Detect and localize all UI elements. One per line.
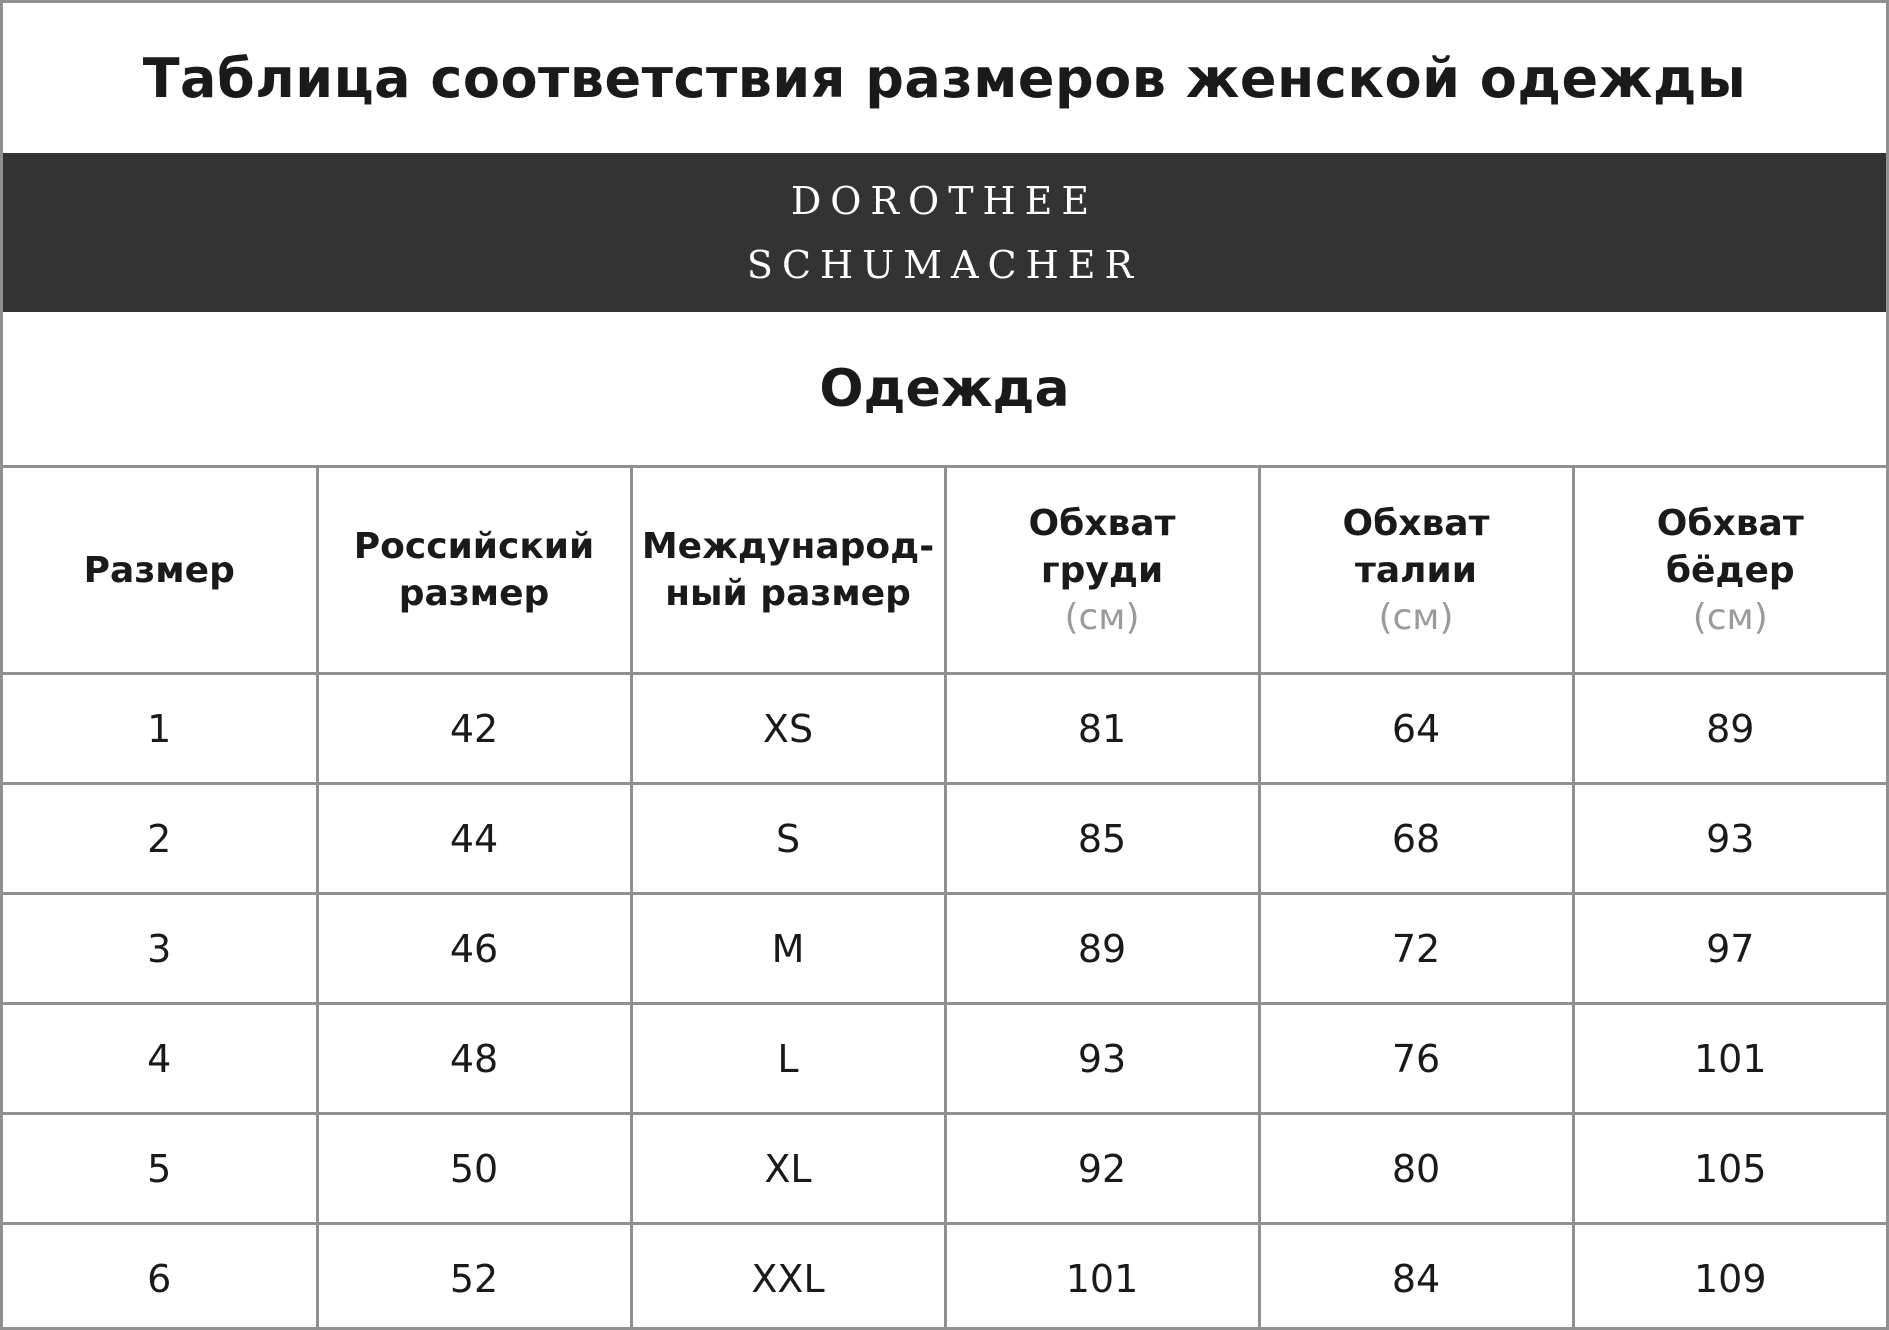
column-header-line: Международ- <box>641 526 935 567</box>
table-cell: 80 <box>1259 1114 1573 1224</box>
column-header-line: Обхват <box>1342 502 1490 544</box>
table-cell: 50 <box>317 1114 631 1224</box>
size-table <box>3 468 1886 1330</box>
table-row <box>3 894 1886 1004</box>
column-header-line: Российский <box>353 526 595 567</box>
column-header-size <box>3 468 317 674</box>
table-row <box>3 1114 1886 1224</box>
table-cell: 93 <box>1573 784 1886 894</box>
table-cell: 85 <box>945 784 1259 894</box>
table-header-row <box>3 468 1886 674</box>
column-header-line: талии <box>1355 549 1477 591</box>
column-header-unit: (см) <box>1692 596 1768 638</box>
table-cell: XL <box>631 1114 945 1224</box>
column-header-line: бёдер <box>1665 549 1795 591</box>
table-cell: 4 <box>3 1004 317 1114</box>
table-cell: 109 <box>1573 1224 1886 1330</box>
table-cell: 44 <box>317 784 631 894</box>
table-cell: 5 <box>3 1114 317 1224</box>
table-cell: 92 <box>945 1114 1259 1224</box>
column-header-hips <box>1573 468 1886 674</box>
table-row <box>3 1224 1886 1330</box>
table-cell: 76 <box>1259 1004 1573 1114</box>
table-cell: 64 <box>1259 674 1573 784</box>
table-cell: XS <box>631 674 945 784</box>
table-row <box>3 1004 1886 1114</box>
column-header-line: Размер <box>83 549 235 591</box>
table-cell: 105 <box>1573 1114 1886 1224</box>
table-cell: L <box>631 1004 945 1114</box>
section-header-row <box>3 312 1886 468</box>
column-header-international-size <box>631 468 945 674</box>
column-header-russian-size <box>317 468 631 674</box>
section-title: Одежда <box>819 358 1070 419</box>
table-cell: 3 <box>3 894 317 1004</box>
table-cell: 72 <box>1259 894 1573 1004</box>
table-cell: 97 <box>1573 894 1886 1004</box>
page-title: Таблица соответствия размеров женской одежды <box>142 46 1747 110</box>
column-header-waist <box>1259 468 1573 674</box>
table-cell: 89 <box>1573 674 1886 784</box>
table-cell: 68 <box>1259 784 1573 894</box>
table-cell: 6 <box>3 1224 317 1330</box>
column-header-bust <box>945 468 1259 674</box>
table-cell: 89 <box>945 894 1259 1004</box>
brand-logo-line-2: SCHUMACHER <box>746 242 1143 287</box>
table-cell: 1 <box>3 674 317 784</box>
table-cell: 48 <box>317 1004 631 1114</box>
column-header-unit: (см) <box>1378 596 1454 638</box>
table-cell: 52 <box>317 1224 631 1330</box>
title-row <box>3 3 1886 153</box>
table-cell: 81 <box>945 674 1259 784</box>
table-row <box>3 674 1886 784</box>
table-cell: 93 <box>945 1004 1259 1114</box>
column-header-line: размер <box>398 573 550 614</box>
table-cell: 2 <box>3 784 317 894</box>
table-cell: 84 <box>1259 1224 1573 1330</box>
column-header-unit: (см) <box>1064 596 1140 638</box>
table-cell: 101 <box>1573 1004 1886 1114</box>
table-cell: XXL <box>631 1224 945 1330</box>
brand-logo-band <box>3 153 1886 312</box>
table-cell: M <box>631 894 945 1004</box>
column-header-line: Обхват <box>1028 502 1176 544</box>
table-cell: 46 <box>317 894 631 1004</box>
table-cell: 42 <box>317 674 631 784</box>
column-header-line: Обхват <box>1656 502 1804 544</box>
column-header-line: ный размер <box>665 573 911 614</box>
table-row <box>3 784 1886 894</box>
table-cell: S <box>631 784 945 894</box>
table-cell: 101 <box>945 1224 1259 1330</box>
brand-logo-line-1: DOROTHEE <box>790 178 1099 223</box>
column-header-line: груди <box>1040 549 1164 591</box>
